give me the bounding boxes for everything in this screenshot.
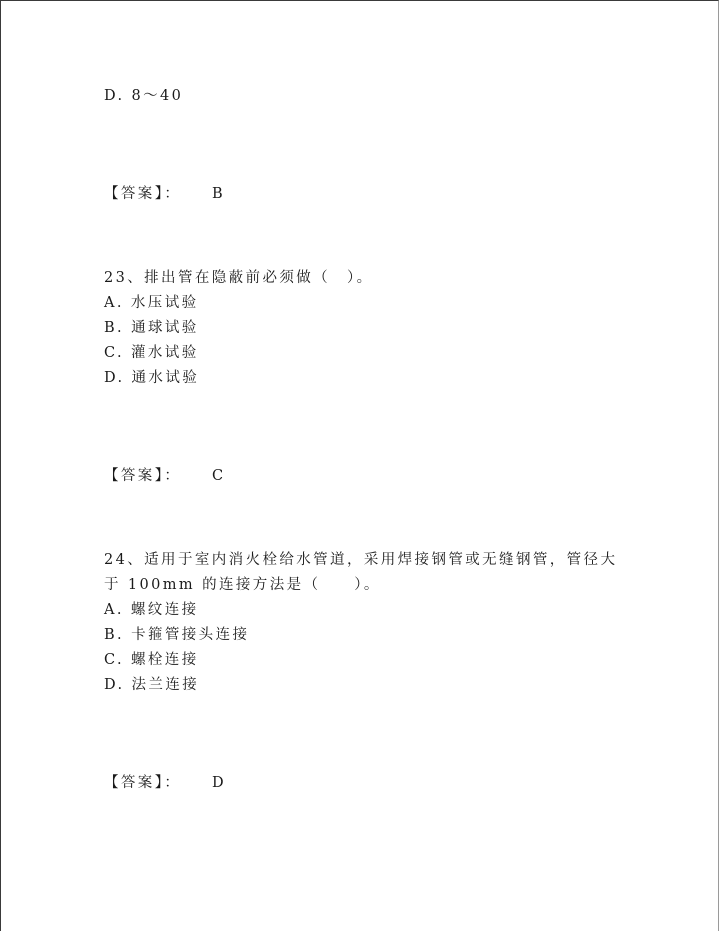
q23-option-b: B. 通球试验 — [104, 320, 199, 336]
q24-stem-line2: 于 100mm 的连接方法是（ ）。 — [104, 577, 381, 593]
q23-option-a: A. 水压试验 — [104, 295, 199, 311]
q22-answer — [104, 184, 223, 204]
answer-label: 【答案】： — [104, 186, 182, 202]
q23-option-d: D. 通水试验 — [104, 370, 200, 386]
answer-value: D — [212, 775, 224, 791]
q24-option-a: A. 螺纹连接 — [104, 602, 199, 618]
answer-value: B — [212, 186, 223, 202]
q23-option-c: C. 灌水试验 — [104, 345, 199, 361]
q24-option-b: B. 卡箍管接头连接 — [104, 627, 250, 643]
q22-option-d: D. 8～40 — [104, 88, 184, 104]
q23-stem: 23、排出管在隐蔽前必须做（ ）。 — [104, 270, 374, 286]
q24-stem-line1: 24、适用于室内消火栓给水管道，采用焊接钢管或无缝钢管，管径大 — [104, 552, 618, 568]
q24-option-d: D. 法兰连接 — [104, 677, 200, 693]
answer-value: C — [212, 468, 224, 484]
q23-answer — [104, 466, 224, 486]
answer-label: 【答案】： — [104, 468, 182, 484]
q24-option-c: C. 螺栓连接 — [104, 652, 199, 668]
q24-answer — [104, 773, 224, 793]
answer-label: 【答案】： — [104, 775, 182, 791]
